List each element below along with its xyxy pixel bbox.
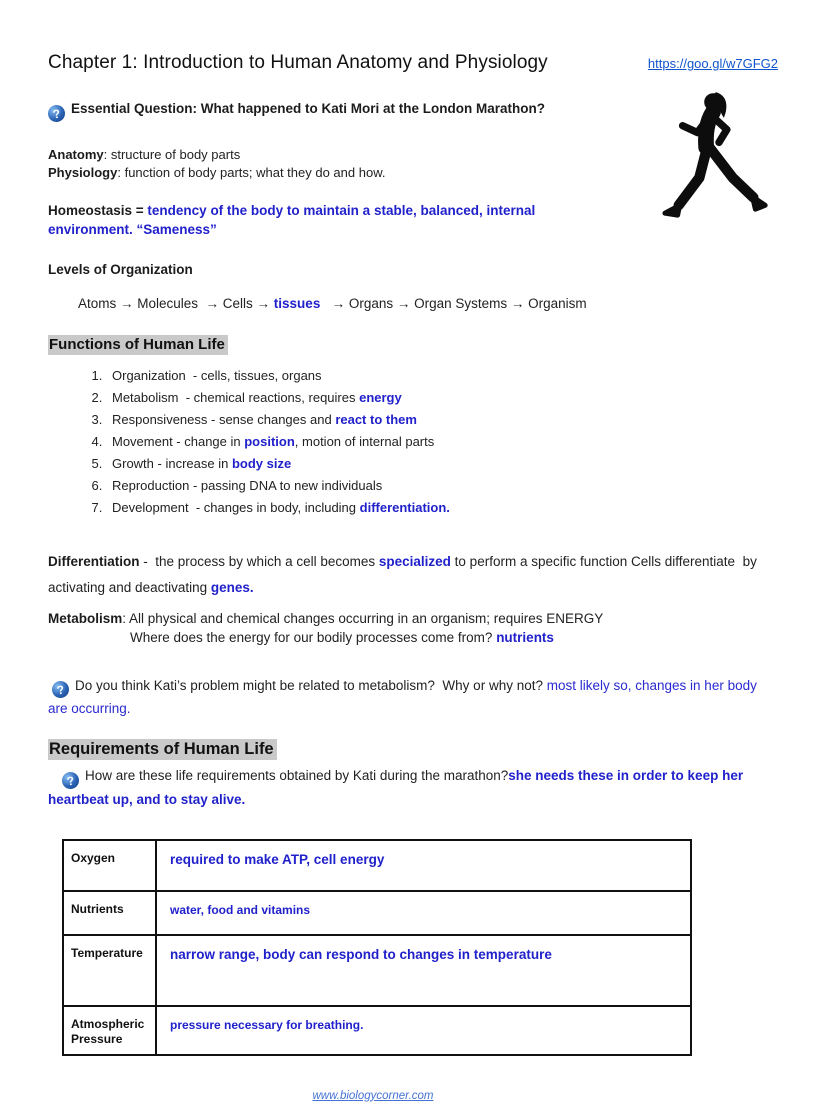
organization-chain: Atoms → Molecules → Cells → tissues → Organs → Organ Systems → Organism bbox=[78, 295, 587, 311]
question-icon: ? bbox=[51, 680, 71, 700]
table-row bbox=[63, 840, 691, 891]
runner-silhouette-image bbox=[658, 86, 776, 244]
table-row bbox=[63, 1006, 691, 1055]
requirements-question-text: How are these life requirements obtained by Kati during the marathon?she needs these in order to keep her heartbeat up, and to stay alive. bbox=[48, 768, 747, 807]
footer bbox=[48, 1086, 698, 1104]
row-label: Temperature bbox=[63, 935, 156, 1006]
requirements-heading: Requirements of Human Life bbox=[48, 740, 778, 759]
footer-link[interactable]: www.biologycorner.com bbox=[312, 1089, 434, 1102]
table-row bbox=[63, 891, 691, 935]
list-item: 6. Reproduction - passing DNA to new individuals bbox=[106, 475, 778, 497]
requirements-question bbox=[48, 765, 778, 811]
metabolism-paragraph bbox=[48, 609, 778, 647]
physiology-definition: Physiology: function of body parts; what they do and how. bbox=[48, 164, 386, 180]
anatomy-definition: Anatomy: structure of body parts bbox=[48, 146, 241, 162]
row-value: required to make ATP, cell energy bbox=[156, 840, 691, 891]
list-item: 2. Metabolism - chemical reactions, requires energy bbox=[106, 387, 778, 409]
row-label: Oxygen bbox=[63, 840, 156, 891]
question-icon: ? bbox=[47, 103, 67, 123]
list-item: 5. Growth - increase in body size bbox=[106, 453, 778, 475]
list-item: 4. Movement - change in position, motion of internal parts bbox=[106, 431, 778, 453]
requirements-table bbox=[62, 839, 692, 1056]
essential-question-text: Essential Question: What happened to Kati Mori at the London Marathon? bbox=[71, 101, 546, 116]
list-item: 1. Organization - cells, tissues, organs bbox=[106, 365, 778, 387]
question-icon: ? bbox=[61, 770, 81, 790]
resource-link[interactable]: https://goo.gl/w7GFG2 bbox=[647, 56, 778, 71]
homeostasis-definition: Homeostasis = tendency of the body to maintain a stable, balanced, internal environment. “Sameness” bbox=[48, 202, 540, 237]
metabolism-question-text: Do you think Kati’s problem might be related to metabolism? Why or why not? most likely so, changes in her body are occurring. bbox=[48, 677, 761, 716]
levels-heading: Levels of Organization bbox=[48, 261, 193, 277]
row-value: water, food and vitamins bbox=[156, 891, 691, 935]
header bbox=[48, 52, 778, 74]
metabolism-line2: Where does the energy for our bodily processes come from? nutrients bbox=[130, 629, 554, 645]
row-value: pressure necessary for breathing. bbox=[156, 1006, 691, 1055]
metabolism-question bbox=[48, 675, 778, 721]
row-value: narrow range, body can respond to changes in temperature bbox=[156, 935, 691, 1006]
functions-list bbox=[48, 365, 778, 519]
differentiation-paragraph: Differentiation - the process by which a cell becomes specialized to perform a specific function Cells differentiate by activating and deactivating genes. bbox=[48, 553, 761, 595]
row-label: Atmospheric Pressure bbox=[63, 1006, 156, 1055]
row-label: Nutrients bbox=[63, 891, 156, 935]
table-row bbox=[63, 935, 691, 1006]
functions-heading: Functions of Human Life bbox=[48, 336, 778, 353]
list-item: 7. Development - changes in body, including differentiation. bbox=[106, 497, 778, 519]
page-title: Chapter 1: Introduction to Human Anatomy and Physiology bbox=[48, 52, 548, 73]
list-item: 3. Responsiveness - sense changes and react to them bbox=[106, 409, 778, 431]
metabolism-line1: Metabolism: All physical and chemical changes occurring in an organism; requires ENERGY bbox=[48, 610, 604, 626]
